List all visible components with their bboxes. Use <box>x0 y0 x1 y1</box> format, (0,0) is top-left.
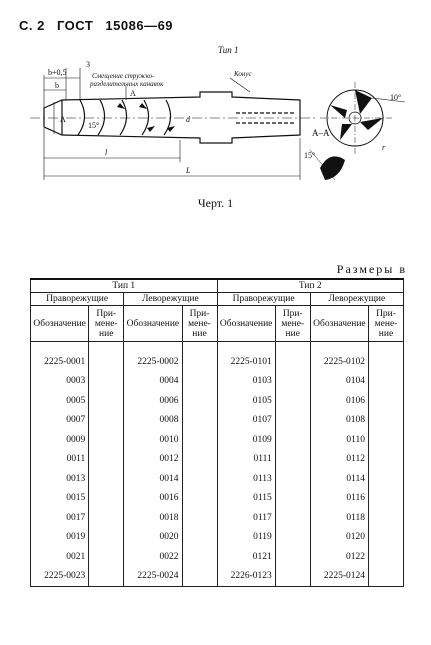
designation-cell: 0015 <box>31 489 89 509</box>
designation-cell: 2225-0001 <box>31 342 89 372</box>
col-note: При- мене- ние <box>369 306 404 342</box>
note-cell <box>369 372 404 392</box>
note-cell <box>275 508 310 528</box>
note-cell <box>275 430 310 450</box>
table-row <box>31 391 404 411</box>
page-number: С. 2 <box>19 18 45 33</box>
designation-cell: 0107 <box>217 411 275 431</box>
dim-l: l <box>105 148 108 157</box>
angle-15-section: 15° <box>304 151 316 160</box>
note-cell <box>369 450 404 470</box>
designation-cell: 0120 <box>310 528 368 548</box>
designation-cell: 0007 <box>31 411 89 431</box>
col-designation: Обозначение <box>31 306 89 342</box>
designation-cell: 0112 <box>310 450 368 470</box>
designation-cell: 2225-0024 <box>124 567 182 587</box>
standard-label: ГОСТ <box>56 18 94 33</box>
designation-cell: 0106 <box>310 391 368 411</box>
section-marker-top: А <box>130 89 136 98</box>
note-cell <box>275 489 310 509</box>
designation-cell: 0111 <box>217 450 275 470</box>
note-cell <box>182 372 217 392</box>
designation-cell: 0019 <box>31 528 89 548</box>
designation-table <box>30 278 404 587</box>
designation-cell: 0022 <box>124 547 182 567</box>
note-cell <box>89 547 124 567</box>
figure-caption: Черт. 1 <box>197 196 234 210</box>
note-cell <box>182 567 217 587</box>
note-cell <box>89 391 124 411</box>
designation-cell: 0013 <box>31 469 89 489</box>
table-row <box>31 508 404 528</box>
dimension-lines <box>44 68 300 180</box>
note-cell <box>369 508 404 528</box>
note-cell <box>89 528 124 548</box>
designation-cell: 0006 <box>124 391 182 411</box>
designation-cell: 0105 <box>217 391 275 411</box>
note-cell <box>89 469 124 489</box>
note-cell <box>275 528 310 548</box>
shift-label: Смещение стружко- <box>92 72 155 80</box>
shift-label-2: разделительных канавок <box>90 80 164 88</box>
designation-cell: 0018 <box>124 508 182 528</box>
designation-cell: 0117 <box>217 508 275 528</box>
note-cell <box>89 372 124 392</box>
designation-cell: 2225-0102 <box>310 342 368 372</box>
table-row <box>31 372 404 392</box>
angle-10: 10° <box>390 93 402 102</box>
table-row <box>31 450 404 470</box>
note-cell <box>275 391 310 411</box>
designation-cell: 0113 <box>217 469 275 489</box>
designation-cell: 0104 <box>310 372 368 392</box>
note-cell <box>369 342 404 372</box>
table-row <box>31 547 404 567</box>
designation-cell: 2225-0002 <box>124 342 182 372</box>
note-cell <box>89 567 124 587</box>
note-cell <box>182 342 217 372</box>
note-cell <box>275 342 310 372</box>
standard-number: 15086—69 <box>105 18 174 33</box>
cone-label: Конус <box>234 70 252 78</box>
col-designation: Обозначение <box>124 306 182 342</box>
table-row <box>31 489 404 509</box>
designation-cell: 0115 <box>217 489 275 509</box>
note-cell <box>182 411 217 431</box>
note-cell <box>89 508 124 528</box>
group-type-1: Тип 1 <box>31 279 218 293</box>
designation-cell: 0005 <box>31 391 89 411</box>
radius-r: r <box>382 143 386 152</box>
note-cell <box>89 489 124 509</box>
designation-cell: 0011 <box>31 450 89 470</box>
note-cell <box>369 430 404 450</box>
header-left-1: Леворежущие <box>124 293 217 306</box>
col-note: При- мене- ние <box>89 306 124 342</box>
note-cell <box>89 411 124 431</box>
note-cell <box>182 430 217 450</box>
dim-three: 3 <box>86 60 90 69</box>
designation-cell: 0103 <box>217 372 275 392</box>
note-cell <box>369 528 404 548</box>
note-cell <box>369 547 404 567</box>
designation-cell: 0003 <box>31 372 89 392</box>
note-cell <box>275 469 310 489</box>
designation-cell: 0020 <box>124 528 182 548</box>
note-cell <box>182 391 217 411</box>
note-cell <box>275 411 310 431</box>
designation-cell: 0108 <box>310 411 368 431</box>
group-type-2: Тип 2 <box>217 279 404 293</box>
designation-cell: 0010 <box>124 430 182 450</box>
section-marker-left: А <box>60 115 66 124</box>
note-cell <box>182 450 217 470</box>
note-cell <box>369 411 404 431</box>
table-row <box>31 567 404 587</box>
note-cell <box>275 547 310 567</box>
col-designation: Обозначение <box>217 306 275 342</box>
header-right-1: Праворежущие <box>31 293 124 306</box>
col-note: При- мене- ние <box>275 306 310 342</box>
table-row <box>31 469 404 489</box>
designation-cell: 0116 <box>310 489 368 509</box>
designation-cell: 0017 <box>31 508 89 528</box>
designation-cell: 0021 <box>31 547 89 567</box>
dim-d: d <box>186 115 190 124</box>
type-label: Тип 1 <box>218 45 239 55</box>
note-cell <box>89 450 124 470</box>
note-cell <box>89 342 124 372</box>
designation-cell: 0016 <box>124 489 182 509</box>
designation-cell: 0121 <box>217 547 275 567</box>
designation-cell: 0009 <box>31 430 89 450</box>
note-cell <box>369 567 404 587</box>
col-note: При- мене- ние <box>182 306 217 342</box>
note-cell <box>89 430 124 450</box>
note-cell <box>275 450 310 470</box>
section-title: А–А <box>312 128 330 138</box>
designation-cell: 2225-0124 <box>310 567 368 587</box>
note-cell <box>182 528 217 548</box>
note-cell <box>182 508 217 528</box>
angle-15-main: 15° <box>88 121 100 130</box>
col-designation: Обозначение <box>310 306 368 342</box>
note-cell <box>275 567 310 587</box>
dim-b: b <box>55 81 59 90</box>
note-cell <box>275 372 310 392</box>
table-row <box>31 430 404 450</box>
designation-cell: 0012 <box>124 450 182 470</box>
table-row <box>31 411 404 431</box>
dim-L: L <box>186 166 191 175</box>
note-cell <box>369 469 404 489</box>
designation-cell: 0119 <box>217 528 275 548</box>
technical-drawing <box>0 0 431 200</box>
designation-cell: 0122 <box>310 547 368 567</box>
note-cell <box>182 469 217 489</box>
designation-cell: 0109 <box>217 430 275 450</box>
dim-b-plus: b+0,5 <box>48 68 67 77</box>
table-row <box>31 528 404 548</box>
designation-cell: 0014 <box>124 469 182 489</box>
designation-cell: 0008 <box>124 411 182 431</box>
designation-cell: 0118 <box>310 508 368 528</box>
designation-cell: 2226-0123 <box>217 567 275 587</box>
header-right-2: Праворежущие <box>217 293 310 306</box>
table-body <box>31 342 404 587</box>
designation-cell: 0114 <box>310 469 368 489</box>
note-cell <box>369 489 404 509</box>
designation-cell: 0004 <box>124 372 182 392</box>
designation-cell: 2225-0023 <box>31 567 89 587</box>
note-cell <box>182 489 217 509</box>
sizes-title: Размеры в <box>336 262 407 276</box>
note-cell <box>369 391 404 411</box>
table-row <box>31 342 404 372</box>
designation-cell: 0110 <box>310 430 368 450</box>
designation-cell: 2225-0101 <box>217 342 275 372</box>
header-left-2: Леворежущие <box>310 293 403 306</box>
end-mill-outline <box>30 92 318 143</box>
note-cell <box>182 547 217 567</box>
